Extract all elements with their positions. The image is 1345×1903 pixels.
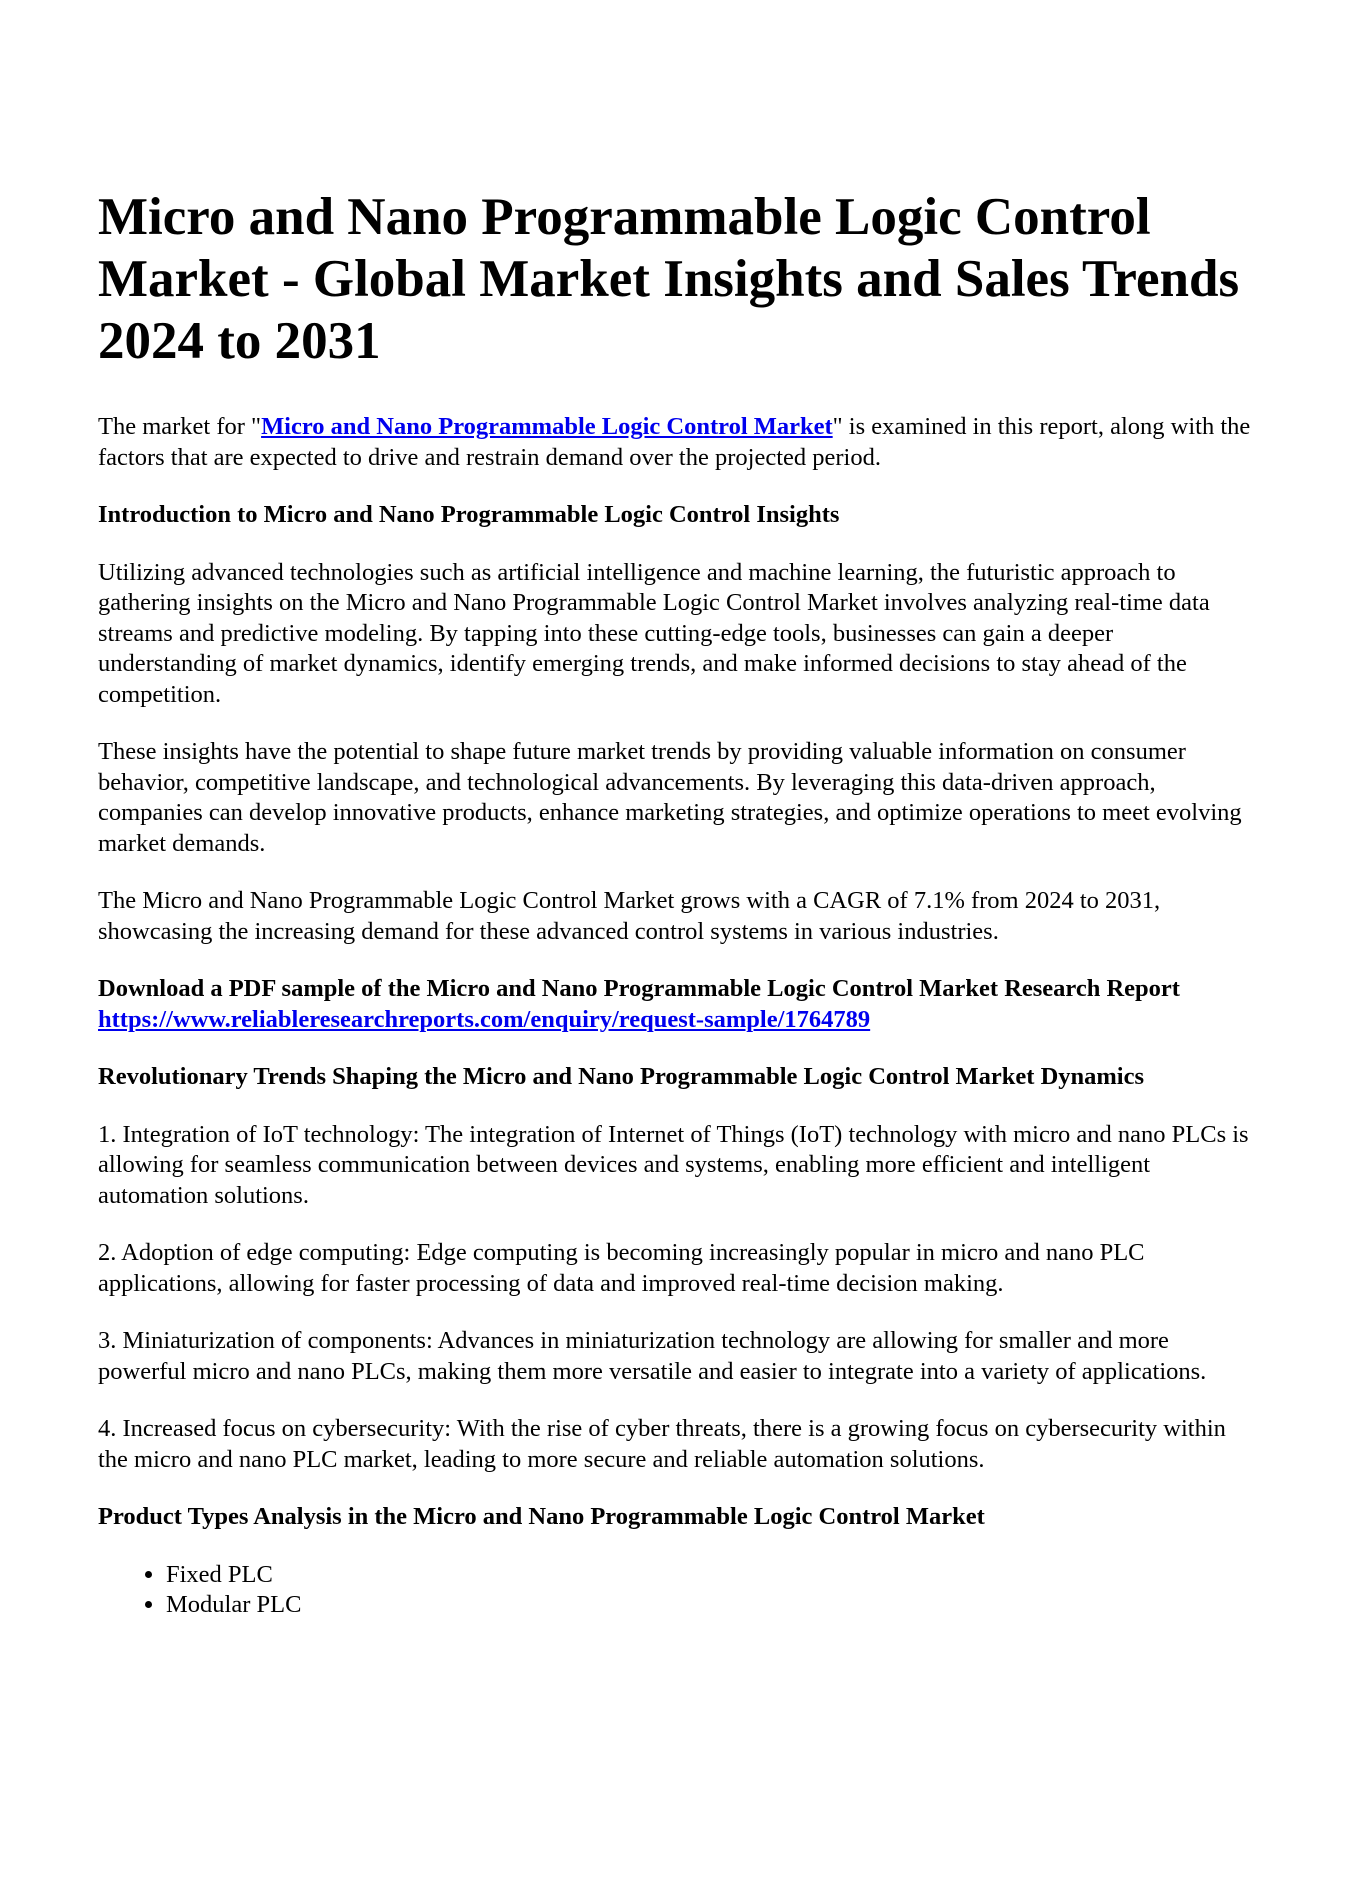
trend-item: 1. Integration of IoT technology: The integration of Internet of Things (IoT) technology with micro and nano PLCs is allowing for seamless communication between devices and systems, enabling more efficient and intelligent automation solutions.	[98, 1120, 1249, 1209]
download-sample-text: Download a PDF sample of the Micro and Nano Programmable Logic Control Market Research Report	[98, 975, 1180, 1002]
trends-impact-paragraph: These insights have the potential to shape future market trends by providing valuable information on consumer behavior, competitive landscape, and technological advancements. By leveraging this data-driven approach, companies can develop innovative products, enhance marketing strategies, and optimize operations to meet evolving market demands.	[98, 738, 1242, 857]
document-page	[98, 186, 1258, 1621]
section-heading-introduction: Introduction to Micro and Nano Programmable Logic Control Insights	[98, 501, 840, 528]
trend-item: 4. Increased focus on cybersecurity: With the rise of cyber threats, there is a growing focus on cybersecurity within the micro and nano PLC market, leading to more secure and reliable automation solutions.	[98, 1415, 1226, 1473]
insights-paragraph: Utilizing advanced technologies such as artificial intelligence and machine learning, the futuristic approach to gathering insights on the Micro and Nano Programmable Logic Control Market involves analyzing real-time data streams and predictive modeling. By tapping into these cutting-edge tools, businesses can gain a deeper understanding of market dynamics, identify emerging trends, and make informed decisions to stay ahead of the competition.	[98, 558, 1210, 708]
request-sample-link[interactable]: https://www.reliableresearchreports.com/enquiry/request-sample/1764789	[98, 1005, 871, 1033]
product-type-item: • Fixed PLC	[166, 1560, 1258, 1591]
trend-item: 3. Miniaturization of components: Advances in miniaturization technology are allowing for smaller and more powerful micro and nano PLCs, making them more versatile and easier to integrate into a variety of applications.	[98, 1327, 1207, 1385]
trend-item: 2. Adoption of edge computing: Edge computing is becoming increasingly popular in micro and nano PLC applications, allowing for faster processing of data and improved real-time decision making.	[98, 1239, 1145, 1297]
product-type-item: • Modular PLC	[166, 1590, 1258, 1621]
page-title: Micro and Nano Programmable Logic Control Market - Global Market Insights and Sales Trends 2024 to 2031	[98, 188, 1240, 370]
section-heading-trends: Revolutionary Trends Shaping the Micro and Nano Programmable Logic Control Market Dynamics	[98, 1063, 1145, 1090]
intro-text-before: The market for "	[98, 413, 262, 440]
product-types-list	[98, 1560, 1258, 1621]
market-report-link[interactable]: Micro and Nano Programmable Logic Control Market	[261, 413, 833, 440]
intro-paragraph	[98, 412, 1258, 473]
download-sample-paragraph	[98, 974, 1258, 1035]
intro-text-after: " is examined in this report, along with the factors that are expected to drive and restrain demand over the projected period.	[98, 413, 1251, 471]
section-heading-product-types: Product Types Analysis in the Micro and Nano Programmable Logic Control Market	[98, 1503, 985, 1530]
cagr-paragraph: The Micro and Nano Programmable Logic Control Market grows with a CAGR of 7.1% from 2024 to 2031, showcasing the increasing demand for these advanced control systems in various industries.	[98, 887, 1161, 945]
